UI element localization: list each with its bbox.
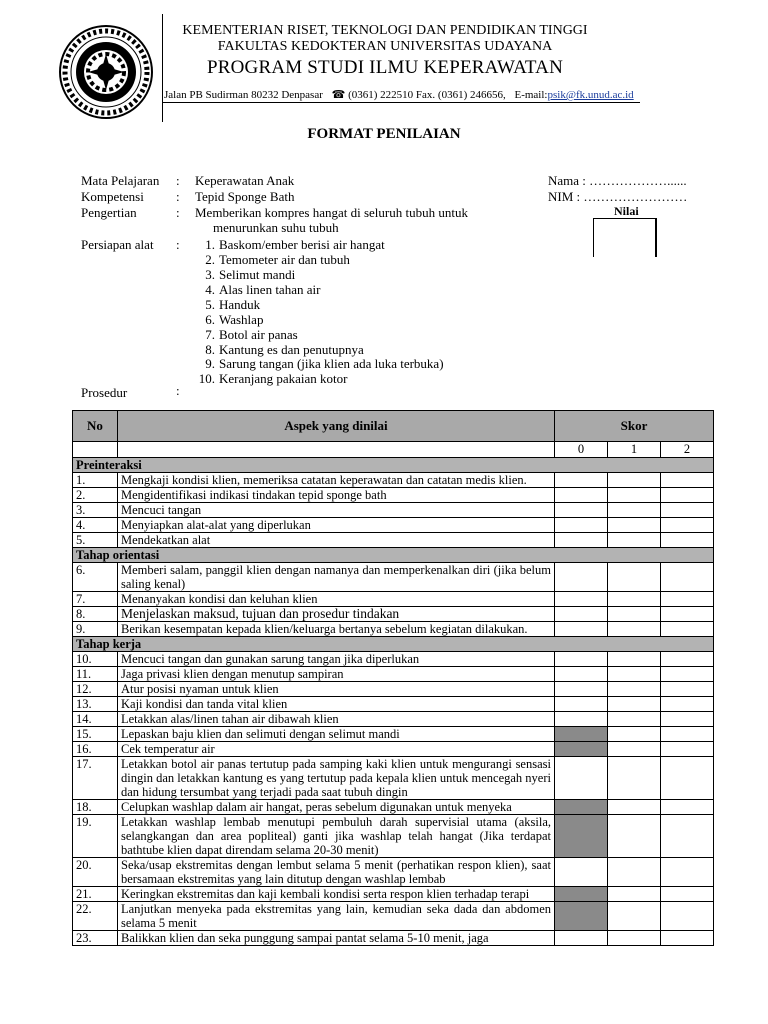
score-cell[interactable] xyxy=(555,622,608,637)
list-item: 8. Kantung es dan penutupnya xyxy=(205,342,364,357)
row-number: 22. xyxy=(73,902,118,931)
pengertian-label: Pengertian xyxy=(81,205,137,220)
empty-cell xyxy=(73,442,118,458)
row-aspect: Mendekatkan alat xyxy=(118,533,555,548)
table-row xyxy=(73,931,714,946)
score-1-header: 1 xyxy=(608,442,661,458)
table-row xyxy=(73,622,714,637)
table-row xyxy=(73,607,714,622)
score-cell[interactable] xyxy=(661,622,714,637)
row-aspect: Mencuci tangan dan gunakan sarung tangan jika diperlukan xyxy=(118,652,555,667)
score-cell[interactable] xyxy=(608,667,661,682)
score-cell[interactable] xyxy=(661,902,714,931)
row-number: 3. xyxy=(73,503,118,518)
row-aspect: Kaji kondisi dan tanda vital klien xyxy=(118,697,555,712)
list-item: 3. Selimut mandi xyxy=(205,267,296,282)
row-number: 8. xyxy=(73,607,118,622)
score-cell[interactable] xyxy=(608,931,661,946)
row-aspect: Letakkan alas/linen tahan air dibawah klien xyxy=(118,712,555,727)
score-cell[interactable] xyxy=(661,887,714,902)
score-cell[interactable] xyxy=(608,533,661,548)
score-cell[interactable] xyxy=(608,800,661,815)
score-cell[interactable] xyxy=(555,682,608,697)
score-cell[interactable] xyxy=(555,652,608,667)
pengertian-value-2: menurunkan suhu tubuh xyxy=(213,220,339,235)
score-cell[interactable] xyxy=(555,488,608,503)
row-aspect: Menyiapkan alat-alat yang diperlukan xyxy=(118,518,555,533)
row-aspect: Menanyakan kondisi dan keluhan klien xyxy=(118,592,555,607)
score-cell[interactable] xyxy=(608,815,661,858)
table-row xyxy=(73,757,714,800)
row-number: 21. xyxy=(73,887,118,902)
row-number: 9. xyxy=(73,622,118,637)
row-aspect: Menjelaskan maksud, tujuan dan prosedur tindakan xyxy=(118,607,555,622)
table-row xyxy=(73,902,714,931)
score-cell[interactable] xyxy=(555,473,608,488)
score-cell[interactable] xyxy=(608,503,661,518)
table-row xyxy=(73,473,714,488)
score-cell[interactable] xyxy=(608,607,661,622)
score-cell[interactable] xyxy=(661,592,714,607)
score-cell-disabled xyxy=(555,815,608,858)
list-item: 10. Keranjang pakaian kotor xyxy=(198,371,348,386)
score-cell[interactable] xyxy=(661,652,714,667)
row-number: 10. xyxy=(73,652,118,667)
pengertian-value-1: Memberikan kompres hangat di seluruh tubuh untuk xyxy=(195,205,468,220)
score-0-header: 0 xyxy=(555,442,608,458)
table-row xyxy=(73,563,714,592)
list-item: 2. Temometer air dan tubuh xyxy=(205,252,350,267)
program-name: PROGRAM STUDI ILMU KEPERAWATAN xyxy=(206,57,564,78)
score-cell[interactable] xyxy=(608,727,661,742)
score-cell[interactable] xyxy=(555,533,608,548)
nama-field[interactable]: Nama : ………………...... xyxy=(548,173,687,188)
colon: : xyxy=(176,173,180,188)
score-cell[interactable] xyxy=(661,697,714,712)
score-cell[interactable] xyxy=(608,742,661,757)
nilai-box[interactable] xyxy=(593,218,657,257)
score-cell-disabled xyxy=(555,902,608,931)
row-aspect: Letakkan washlap lembab menutupi pembuluh darah supervisial utama (aksila, selangkangan dan area popliteal) ganti jika washlap telah hangat (Jika terdapat bathtube klien dapat direndam selama 20-30 menit) xyxy=(118,815,555,858)
row-number: 11. xyxy=(73,667,118,682)
score-cell[interactable] xyxy=(555,757,608,800)
table-row xyxy=(73,815,714,858)
row-number: 20. xyxy=(73,858,118,887)
row-number: 1. xyxy=(73,473,118,488)
row-number: 19. xyxy=(73,815,118,858)
row-number: 2. xyxy=(73,488,118,503)
table-row xyxy=(73,652,714,667)
score-cell[interactable] xyxy=(661,727,714,742)
score-cell[interactable] xyxy=(555,858,608,887)
score-cell-disabled xyxy=(555,887,608,902)
row-aspect: Balikkan klien dan seka punggung sampai pantat selama 5-10 menit, jaga xyxy=(118,931,555,946)
score-cell[interactable] xyxy=(661,488,714,503)
empty-cell xyxy=(118,442,555,458)
row-aspect: Keringkan ekstremitas dan kaji kembali kondisi serta respon klien terhadap terapi xyxy=(118,887,555,902)
row-number: 14. xyxy=(73,712,118,727)
row-aspect: Lanjutkan menyeka pada ekstremitas yang lain, kemudian seka dada dan abdomen selama 5 menit xyxy=(118,902,555,931)
col-header-aspek: Aspek yang dinilai xyxy=(118,411,555,442)
score-cell[interactable] xyxy=(608,887,661,902)
row-aspect: Berikan kesempatan kepada klien/keluarga bertanya sebelum kegiatan dilakukan. xyxy=(118,622,555,637)
row-aspect: Mencuci tangan xyxy=(118,503,555,518)
address: Jalan PB Sudirman 80232 Denpasar xyxy=(164,89,323,101)
mata-pelajaran-label: Mata Pelajaran xyxy=(81,173,160,188)
table-row xyxy=(73,697,714,712)
colon: : xyxy=(176,205,180,220)
row-number: 7. xyxy=(73,592,118,607)
score-cell[interactable] xyxy=(661,682,714,697)
faculty-name: FAKULTAS KEDOKTERAN UNIVERSITAS UDAYANA xyxy=(217,39,553,54)
score-cell[interactable] xyxy=(555,503,608,518)
row-aspect: Celupkan washlap dalam air hangat, peras sebelum digunakan untuk menyeka xyxy=(118,800,555,815)
section-preinteraksi: Preinteraksi xyxy=(73,458,714,473)
score-cell[interactable] xyxy=(661,858,714,887)
list-item: 7. Botol air panas xyxy=(205,327,298,342)
prosedur-label: Prosedur xyxy=(81,385,128,400)
row-aspect: Atur posisi nyaman untuk klien xyxy=(118,682,555,697)
row-number: 23. xyxy=(73,931,118,946)
score-cell[interactable] xyxy=(661,563,714,592)
score-cell[interactable] xyxy=(661,503,714,518)
score-cell[interactable] xyxy=(608,652,661,667)
address-line xyxy=(164,88,634,101)
col-header-skor: Skor xyxy=(555,411,714,442)
score-cell[interactable] xyxy=(555,667,608,682)
table-row xyxy=(73,742,714,757)
university-seal-logo xyxy=(58,24,154,120)
table-row xyxy=(73,682,714,697)
row-aspect: Mengidentifikasi indikasi tindakan tepid sponge bath xyxy=(118,488,555,503)
score-cell[interactable] xyxy=(661,518,714,533)
ministry-name: KEMENTERIAN RISET, TEKNOLOGI DAN PENDIDIKAN TINGGI xyxy=(182,23,588,38)
table-row xyxy=(73,667,714,682)
score-2-header: 2 xyxy=(661,442,714,458)
score-cell[interactable] xyxy=(661,742,714,757)
score-cell[interactable] xyxy=(661,815,714,858)
list-item: 5. Handuk xyxy=(205,297,261,312)
row-number: 13. xyxy=(73,697,118,712)
score-cell[interactable] xyxy=(608,488,661,503)
score-cell[interactable] xyxy=(608,563,661,592)
row-number: 6. xyxy=(73,563,118,592)
mata-pelajaran-value: Keperawatan Anak xyxy=(195,173,295,188)
score-cell[interactable] xyxy=(555,931,608,946)
colon: : xyxy=(176,237,180,252)
score-cell[interactable] xyxy=(555,563,608,592)
table-row xyxy=(73,712,714,727)
table-row xyxy=(73,800,714,815)
table-row xyxy=(73,858,714,887)
score-cell-disabled xyxy=(555,800,608,815)
row-aspect: Seka/usap ekstremitas dengan lembut selama 5 menit (perhatikan respon klien), saat bersamaan ekstremitas yang lain ditutup dengan washlap lembab xyxy=(118,858,555,887)
nilai-label: Nilai xyxy=(614,204,639,218)
score-cell[interactable] xyxy=(608,682,661,697)
list-item: 4. Alas linen tahan air xyxy=(205,282,321,297)
score-cell[interactable] xyxy=(661,800,714,815)
col-header-no: No xyxy=(73,411,118,442)
address-underline xyxy=(162,102,640,103)
score-cell[interactable] xyxy=(661,607,714,622)
list-item: 9. Sarung tangan (jika klien ada luka terbuka) xyxy=(205,356,444,371)
kompetensi-label: Kompetensi xyxy=(81,189,144,204)
email-link[interactable]: psik@fk.unud.ac.id xyxy=(547,89,634,101)
document-title: FORMAT PENILAIAN xyxy=(307,126,461,142)
score-cell[interactable] xyxy=(555,697,608,712)
row-number: 16. xyxy=(73,742,118,757)
assessment-table xyxy=(72,410,714,946)
colon: : xyxy=(176,383,180,398)
row-aspect: Mengkaji kondisi klien, memeriksa catatan keperawatan dan catatan medis klien. xyxy=(118,473,555,488)
score-cell[interactable] xyxy=(608,473,661,488)
row-number: 4. xyxy=(73,518,118,533)
row-aspect: Letakkan botol air panas tertutup pada samping kaki klien untuk mengurangi sensasi dingin dan letakkan kantung es yang tertutup pada kepala klien untuk mencegah nyeri dan hidung tersumbat yang terjadi pada saat tubuh dingin xyxy=(118,757,555,800)
score-cell[interactable] xyxy=(608,622,661,637)
score-cell[interactable] xyxy=(555,592,608,607)
score-cell-disabled xyxy=(555,727,608,742)
row-number: 18. xyxy=(73,800,118,815)
score-cell[interactable] xyxy=(555,712,608,727)
score-cell[interactable] xyxy=(608,518,661,533)
row-aspect: Lepaskan baju klien dan selimuti dengan selimut mandi xyxy=(118,727,555,742)
colon: : xyxy=(176,189,180,204)
nim-field[interactable]: NIM : …………………… xyxy=(548,189,688,204)
score-cell[interactable] xyxy=(661,712,714,727)
score-cell[interactable] xyxy=(661,757,714,800)
row-number: 5. xyxy=(73,533,118,548)
email-label: E-mail: xyxy=(514,89,548,101)
table-row xyxy=(73,727,714,742)
score-cell[interactable] xyxy=(608,757,661,800)
score-cell-disabled xyxy=(555,742,608,757)
table-row xyxy=(73,518,714,533)
section-tahap-orientasi: Tahap orientasi xyxy=(73,548,714,563)
phone-icon: ☎ xyxy=(331,89,346,101)
score-cell[interactable] xyxy=(555,607,608,622)
phone-fax: (0361) 222510 Fax. (0361) 246656, xyxy=(348,89,506,101)
table-row xyxy=(73,592,714,607)
persiapan-alat-label: Persiapan alat xyxy=(81,237,154,252)
score-cell[interactable] xyxy=(608,592,661,607)
score-cell[interactable] xyxy=(608,697,661,712)
row-number: 17. xyxy=(73,757,118,800)
score-cell[interactable] xyxy=(661,667,714,682)
row-aspect: Memberi salam, panggil klien dengan namanya dan memperkenalkan diri (jika belum saling kenal) xyxy=(118,563,555,592)
kompetensi-value: Tepid Sponge Bath xyxy=(195,189,295,204)
score-cell[interactable] xyxy=(608,858,661,887)
row-aspect: Cek temperatur air xyxy=(118,742,555,757)
section-tahap-kerja: Tahap kerja xyxy=(73,637,714,652)
table-row xyxy=(73,503,714,518)
table-row xyxy=(73,488,714,503)
table-row xyxy=(73,887,714,902)
score-cell[interactable] xyxy=(608,902,661,931)
list-item: 1. Baskom/ember berisi air hangat xyxy=(205,237,385,252)
row-aspect: Jaga privasi klien dengan menutup sampiran xyxy=(118,667,555,682)
list-item: 6. Washlap xyxy=(205,312,264,327)
row-number: 15. xyxy=(73,727,118,742)
score-cell[interactable] xyxy=(661,533,714,548)
score-cell[interactable] xyxy=(555,518,608,533)
score-cell[interactable] xyxy=(608,712,661,727)
table-row xyxy=(73,533,714,548)
score-cell[interactable] xyxy=(661,931,714,946)
row-number: 12. xyxy=(73,682,118,697)
score-cell[interactable] xyxy=(661,473,714,488)
